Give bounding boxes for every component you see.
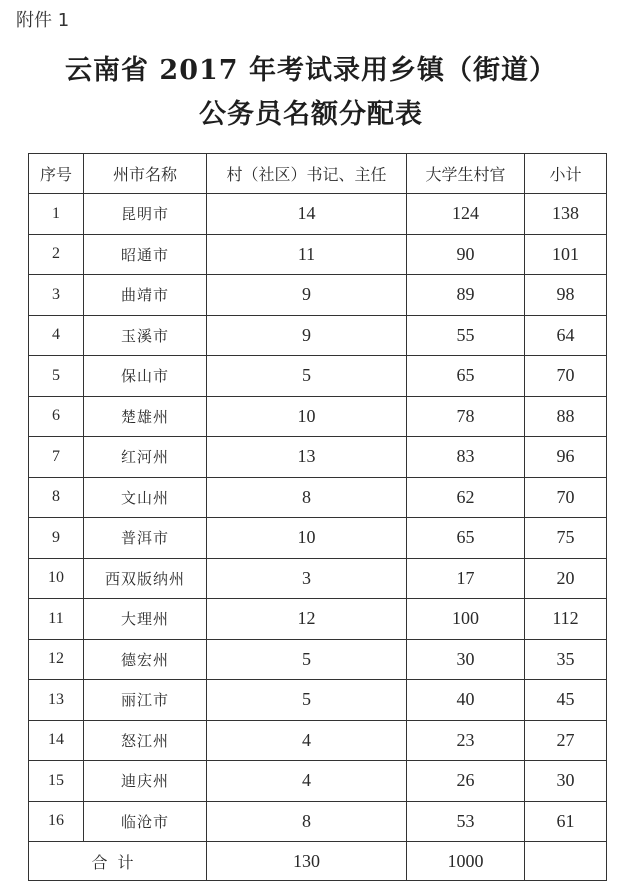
header-subtotal: 小计 xyxy=(525,154,607,194)
table-row xyxy=(29,720,607,761)
cell-city: 临沧市 xyxy=(84,801,207,842)
cell-subtotal: 101 xyxy=(525,234,607,275)
cell-index: 9 xyxy=(29,518,84,559)
cell-city: 红河州 xyxy=(84,437,207,478)
table-row xyxy=(29,437,607,478)
cell-student: 55 xyxy=(407,315,525,356)
cell-student: 65 xyxy=(407,518,525,559)
cell-subtotal: 70 xyxy=(525,477,607,518)
cell-secretary: 4 xyxy=(207,720,407,761)
table-row xyxy=(29,761,607,802)
cell-city: 曲靖市 xyxy=(84,275,207,316)
cell-city: 昭通市 xyxy=(84,234,207,275)
table-header-row xyxy=(29,154,607,194)
table-row xyxy=(29,315,607,356)
cell-secretary: 4 xyxy=(207,761,407,802)
cell-city: 楚雄州 xyxy=(84,396,207,437)
cell-index: 16 xyxy=(29,801,84,842)
document-title-line-1: 云南省 2017 年考试录用乡镇（街道） xyxy=(65,55,557,86)
cell-city: 昆明市 xyxy=(84,194,207,235)
quota-allocation-table xyxy=(28,153,607,881)
cell-index: 3 xyxy=(29,275,84,316)
total-label: 合计 xyxy=(29,842,207,881)
cell-index: 11 xyxy=(29,599,84,640)
cell-student: 100 xyxy=(407,599,525,640)
cell-index: 5 xyxy=(29,356,84,397)
cell-index: 13 xyxy=(29,680,84,721)
cell-city: 保山市 xyxy=(84,356,207,397)
cell-city: 德宏州 xyxy=(84,639,207,680)
cell-index: 10 xyxy=(29,558,84,599)
cell-student: 78 xyxy=(407,396,525,437)
table-row xyxy=(29,356,607,397)
total-row xyxy=(29,842,607,881)
cell-index: 6 xyxy=(29,396,84,437)
cell-index: 15 xyxy=(29,761,84,802)
cell-city: 玉溪市 xyxy=(84,315,207,356)
cell-subtotal: 88 xyxy=(525,396,607,437)
cell-index: 7 xyxy=(29,437,84,478)
cell-index: 4 xyxy=(29,315,84,356)
cell-student: 23 xyxy=(407,720,525,761)
cell-index: 14 xyxy=(29,720,84,761)
cell-index: 2 xyxy=(29,234,84,275)
document-title-line-2: 公务员名额分配表 xyxy=(199,99,423,130)
cell-subtotal: 96 xyxy=(525,437,607,478)
cell-index: 8 xyxy=(29,477,84,518)
cell-secretary: 3 xyxy=(207,558,407,599)
cell-subtotal: 61 xyxy=(525,801,607,842)
cell-student: 90 xyxy=(407,234,525,275)
table-row xyxy=(29,518,607,559)
total-subtotal xyxy=(525,842,607,881)
cell-subtotal: 45 xyxy=(525,680,607,721)
cell-subtotal: 98 xyxy=(525,275,607,316)
cell-city: 文山州 xyxy=(84,477,207,518)
cell-subtotal: 27 xyxy=(525,720,607,761)
cell-subtotal: 138 xyxy=(525,194,607,235)
cell-subtotal: 20 xyxy=(525,558,607,599)
cell-student: 83 xyxy=(407,437,525,478)
cell-student: 65 xyxy=(407,356,525,397)
cell-secretary: 5 xyxy=(207,639,407,680)
table-row xyxy=(29,477,607,518)
table-row xyxy=(29,680,607,721)
cell-secretary: 14 xyxy=(207,194,407,235)
table-row xyxy=(29,558,607,599)
cell-city: 大理州 xyxy=(84,599,207,640)
cell-student: 62 xyxy=(407,477,525,518)
table-body xyxy=(29,194,607,842)
cell-secretary: 11 xyxy=(207,234,407,275)
table-row xyxy=(29,194,607,235)
header-secretary: 村（社区）书记、主任 xyxy=(207,154,407,194)
cell-student: 30 xyxy=(407,639,525,680)
total-student: 1000 xyxy=(407,842,525,881)
cell-city: 迪庆州 xyxy=(84,761,207,802)
cell-secretary: 8 xyxy=(207,801,407,842)
cell-student: 26 xyxy=(407,761,525,802)
cell-subtotal: 64 xyxy=(525,315,607,356)
table-row xyxy=(29,275,607,316)
cell-secretary: 5 xyxy=(207,680,407,721)
header-student: 大学生村官 xyxy=(407,154,525,194)
cell-student: 17 xyxy=(407,558,525,599)
cell-student: 53 xyxy=(407,801,525,842)
cell-index: 1 xyxy=(29,194,84,235)
cell-secretary: 5 xyxy=(207,356,407,397)
cell-city: 怒江州 xyxy=(84,720,207,761)
cell-secretary: 9 xyxy=(207,315,407,356)
cell-subtotal: 75 xyxy=(525,518,607,559)
cell-index: 12 xyxy=(29,639,84,680)
cell-student: 40 xyxy=(407,680,525,721)
cell-city: 普洱市 xyxy=(84,518,207,559)
cell-secretary: 9 xyxy=(207,275,407,316)
cell-subtotal: 112 xyxy=(525,599,607,640)
cell-secretary: 10 xyxy=(207,396,407,437)
table-row xyxy=(29,599,607,640)
cell-city: 西双版纳州 xyxy=(84,558,207,599)
total-secretary: 130 xyxy=(207,842,407,881)
table-row xyxy=(29,639,607,680)
attachment-label: 附件 1 xyxy=(16,10,70,31)
table-row xyxy=(29,396,607,437)
cell-student: 124 xyxy=(407,194,525,235)
header-index: 序号 xyxy=(29,154,84,194)
cell-student: 89 xyxy=(407,275,525,316)
cell-secretary: 12 xyxy=(207,599,407,640)
cell-secretary: 8 xyxy=(207,477,407,518)
cell-city: 丽江市 xyxy=(84,680,207,721)
table-row xyxy=(29,234,607,275)
cell-subtotal: 30 xyxy=(525,761,607,802)
cell-secretary: 13 xyxy=(207,437,407,478)
cell-subtotal: 70 xyxy=(525,356,607,397)
cell-subtotal: 35 xyxy=(525,639,607,680)
cell-secretary: 10 xyxy=(207,518,407,559)
header-city: 州市名称 xyxy=(84,154,207,194)
table-row xyxy=(29,801,607,842)
